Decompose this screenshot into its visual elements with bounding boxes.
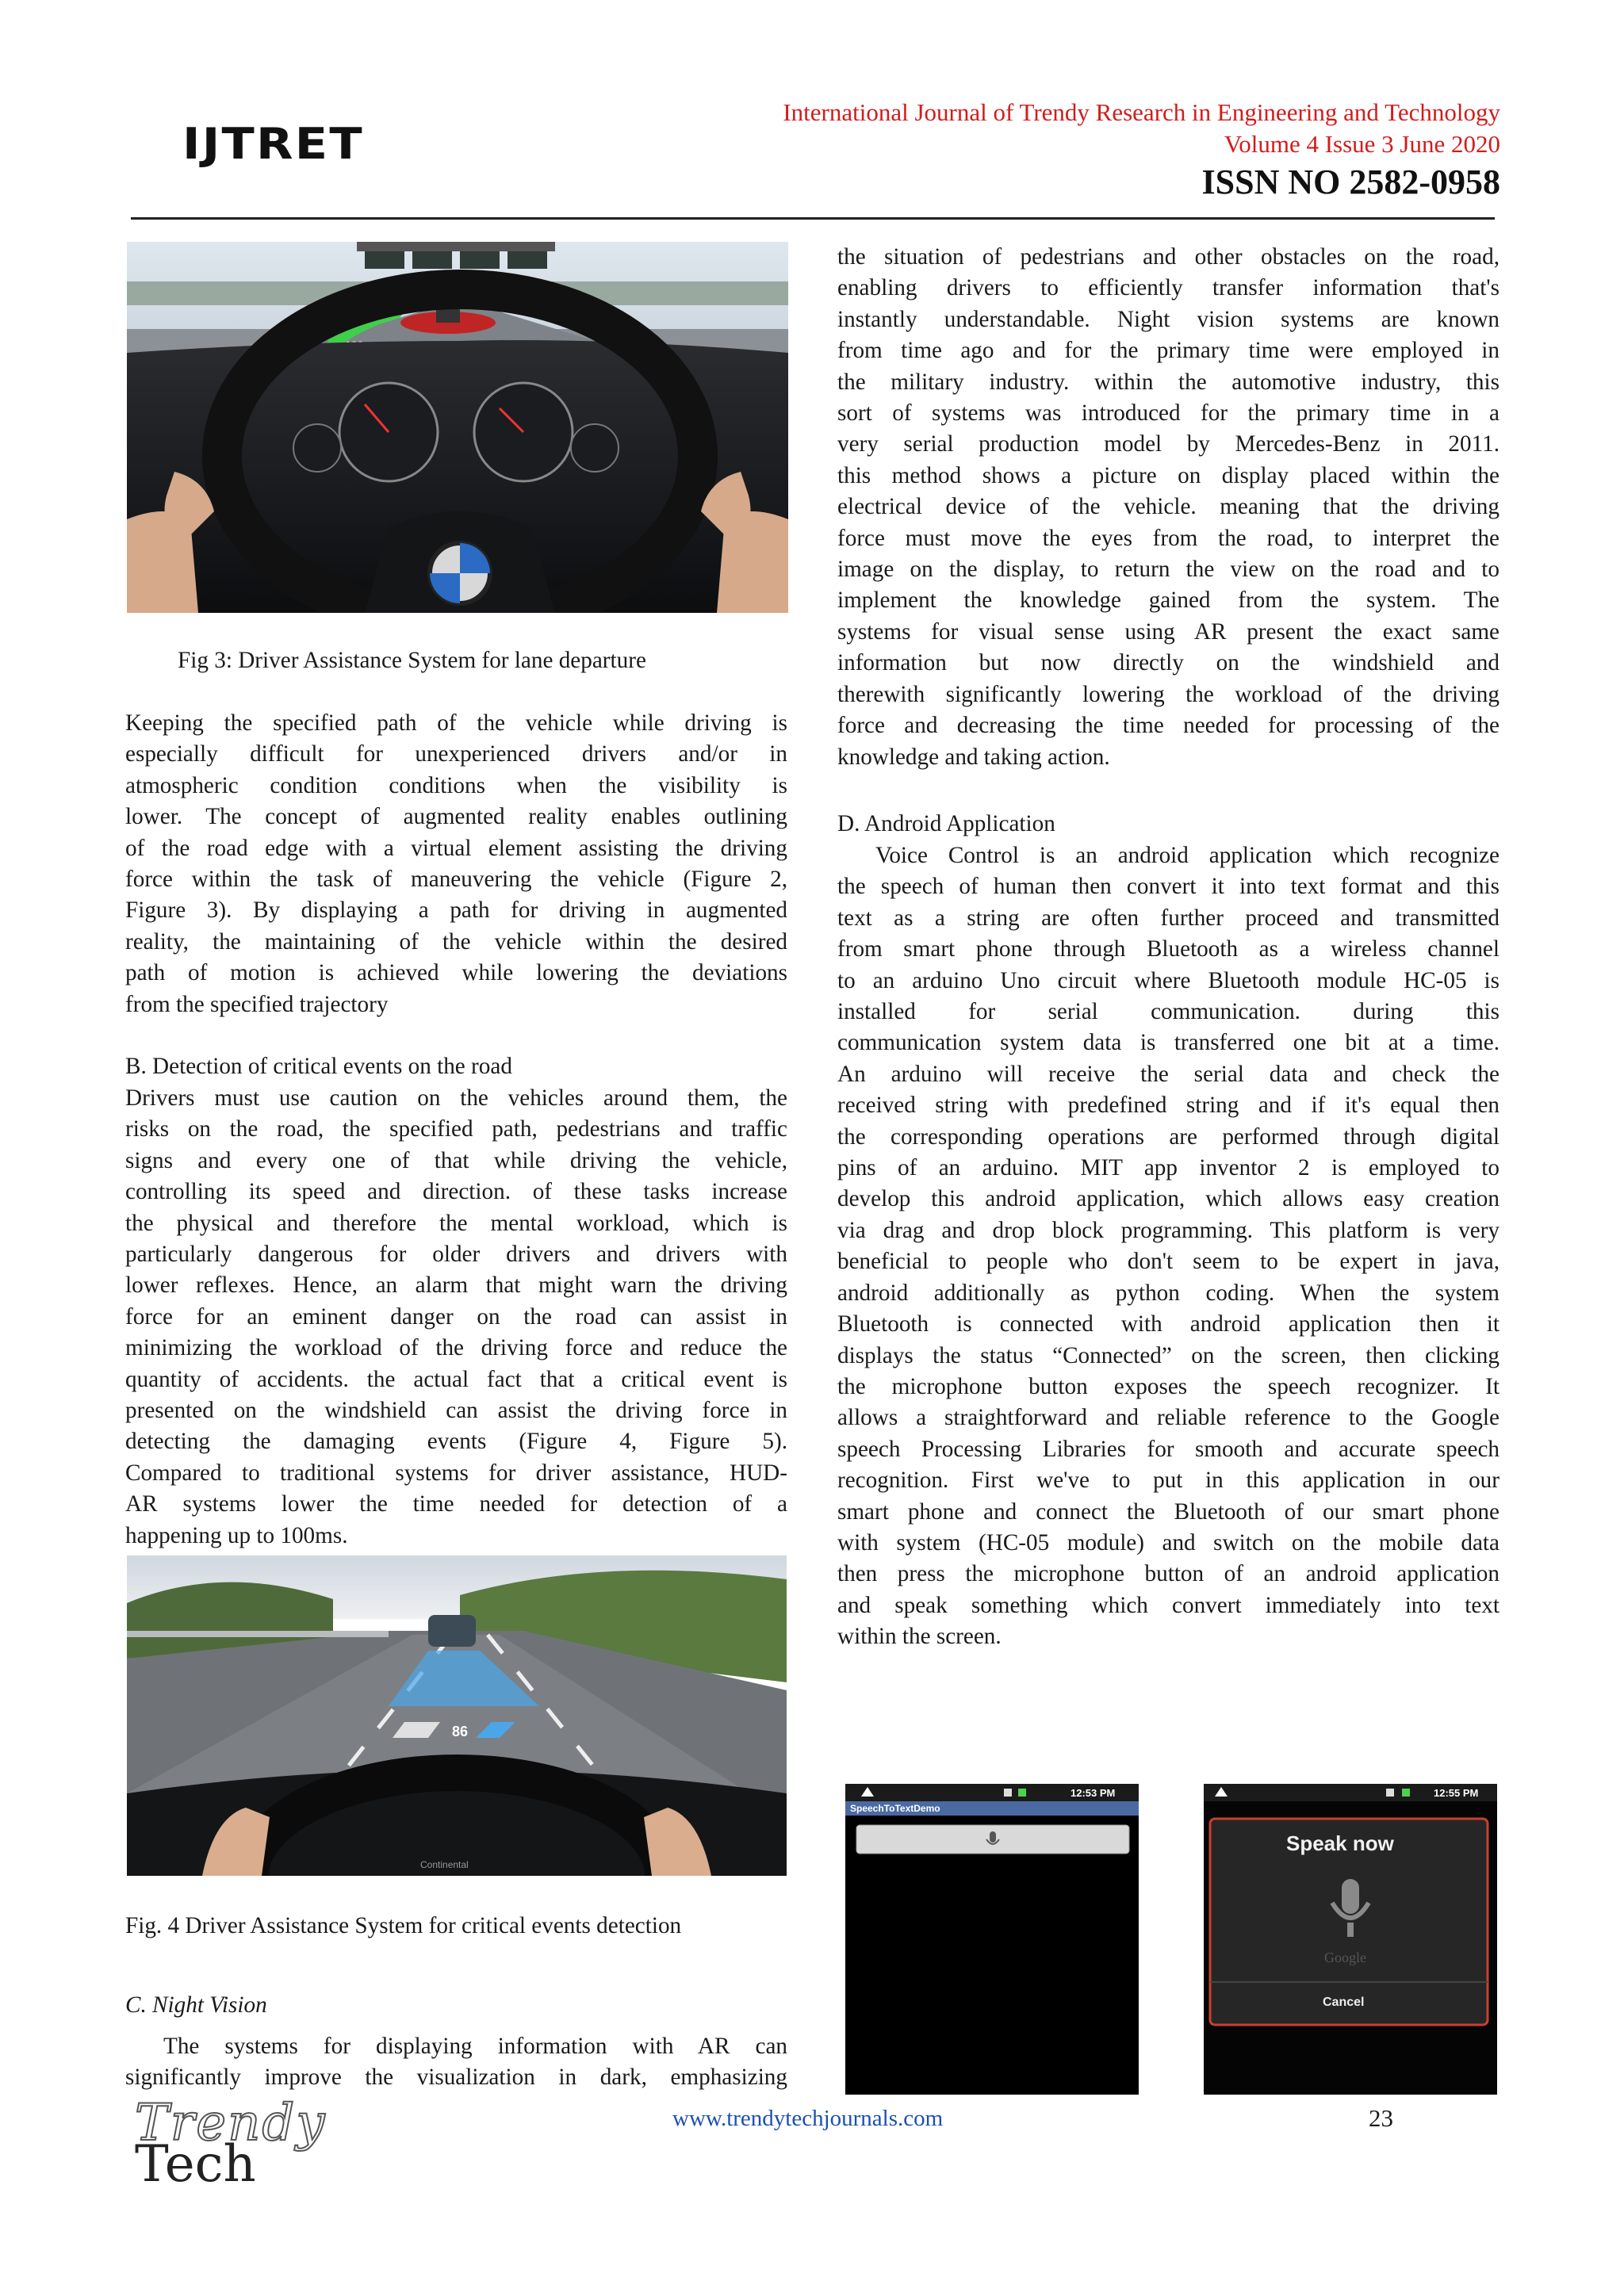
- text-line: especially difficult for unexperienced drivers and/or in: [125, 741, 787, 767]
- text-line: quantity of accidents. the actual fact that a critical event is: [125, 1366, 787, 1392]
- page-number: 23: [1369, 2104, 1393, 2132]
- battery-icon: [1018, 1789, 1026, 1797]
- journal-name: International Journal of Trendy Research in Engineering and Technology: [783, 98, 1500, 126]
- text-line: implement the knowledge gained from the system. The: [837, 587, 1500, 614]
- text-line: force within the task of maneuvering the vehicle (Figure 2,: [125, 867, 787, 893]
- text-line: smart phone and connect the Bluetooth of our smart phone: [837, 1498, 1500, 1525]
- text-line: Keeping the specified path of the vehicle while driving is: [125, 710, 787, 736]
- status-icon: [1004, 1789, 1012, 1797]
- text-line: electrical device of the vehicle. meaning that the driving: [837, 494, 1500, 520]
- text-line: presented on the windshield can assist the driving force in: [125, 1398, 787, 1424]
- text-line: with system (HC-05 module) and switch on the mobile data: [837, 1529, 1500, 1556]
- text-line: the military industry. within the automotive industry, this: [837, 369, 1500, 395]
- right-paragraph-2: [837, 840, 1500, 1653]
- text-line: risks on the road, the specified path, pedestrians and traffic: [125, 1116, 787, 1142]
- text-line: the corresponding operations are performed through digital: [837, 1123, 1500, 1150]
- text-line: and speak something which convert immediately into text: [837, 1592, 1500, 1618]
- text-line: the speech of human then convert it into text format and this: [837, 874, 1500, 900]
- text-line: force and decreasing the time needed for processing of the: [837, 713, 1500, 739]
- text-line: image on the display, to return the view on the road and to: [837, 557, 1500, 583]
- phone-screenshot-speak-now: [1204, 1784, 1497, 2095]
- phone2-time: 12:55 PM: [1434, 1787, 1479, 1799]
- text-line: significantly improve the visualization in dark, emphasizing: [125, 2064, 787, 2091]
- phone1-time: 12:53 PM: [1071, 1787, 1116, 1799]
- text-line: develop this android application, which allows easy creation: [837, 1186, 1500, 1212]
- text-line: then press the microphone button of an android application: [837, 1561, 1500, 1587]
- text-line: the microphone button exposes the speech recognizer. It: [837, 1373, 1500, 1399]
- issn: ISSN NO 2582-0958: [1201, 163, 1500, 201]
- cancel-button: Cancel: [1323, 1996, 1365, 2009]
- fig4-hud-text: 86: [452, 1724, 469, 1739]
- text-line: android additionally as python coding. When the system: [837, 1280, 1500, 1306]
- section-heading-d: D. Android Application: [837, 811, 1055, 836]
- text-line: Compared to traditional systems for driver assistance, HUD-: [125, 1460, 787, 1486]
- left-paragraph-2: [125, 1083, 787, 1552]
- text-line: happening up to 100ms.: [125, 1522, 348, 1548]
- text-line: text as a string are often further proceed and transmitted: [837, 905, 1500, 931]
- footer-logo: [135, 2094, 327, 2194]
- text-line: instantly understandable. Night vision systems are known: [837, 306, 1500, 332]
- section-heading-b: B. Detection of critical events on the road: [125, 1054, 512, 1079]
- text-line: within the screen.: [837, 1624, 1002, 1650]
- footer-logo-line1: Trendy: [135, 2094, 327, 2152]
- speak-now-title: Speak now: [1286, 1831, 1394, 1855]
- microphone-icon: [1342, 1879, 1359, 1914]
- text-line: force must move the eyes from the road, to interpret the: [837, 525, 1500, 551]
- text-line: AR systems lower the time needed for detection of a: [125, 1491, 787, 1517]
- figure-4-caption: Fig. 4 Driver Assistance System for critical events detection: [125, 1913, 682, 1938]
- text-line: of the road edge with a virtual element assisting the driving: [125, 835, 787, 861]
- text-line: Drivers must use caution on the vehicles around them, the: [125, 1085, 787, 1111]
- text-line: path of motion is achieved while lowering the deviations: [125, 960, 787, 986]
- text-line: controlling its speed and direction. of these tasks increase: [125, 1179, 787, 1205]
- text-line: Voice Control is an android application which recognize: [875, 843, 1500, 868]
- battery-icon: [1402, 1789, 1410, 1797]
- text-line: from smart phone through Bluetooth as a wireless channel: [837, 936, 1500, 962]
- text-line: this method shows a picture on display placed within the: [837, 462, 1500, 488]
- text-line: installed for serial communication. during this: [837, 999, 1500, 1025]
- microphone-icon: [990, 1831, 996, 1843]
- text-line: An arduino will receive the serial data and check the: [837, 1061, 1500, 1087]
- text-line: The systems for displaying information with AR can: [163, 2034, 787, 2059]
- text-line: minimizing the workload of the driving force and reduce the: [125, 1335, 787, 1361]
- header-rule: [131, 217, 1495, 220]
- status-icon: [1386, 1789, 1394, 1797]
- text-line: recognition. First we've to put in this application in our: [837, 1468, 1500, 1494]
- figure-3-caption: Fig 3: Driver Assistance System for lane departure: [178, 648, 646, 673]
- section-heading-c: C. Night Vision: [125, 1992, 267, 2018]
- left-paragraph-3: [125, 2031, 787, 2094]
- text-line: the situation of pedestrians and other obstacles on the road,: [837, 244, 1500, 270]
- text-line: particularly dangerous for older drivers and drivers with: [125, 1242, 787, 1268]
- text-line: lower. The concept of augmented reality enables outlining: [125, 804, 787, 830]
- text-line: via drag and drop block programming. This platform is very: [837, 1217, 1500, 1243]
- google-brand: Google: [1324, 1950, 1366, 1965]
- text-line: to an arduino Uno circuit where Bluetooth module HC-05 is: [837, 967, 1500, 993]
- text-line: systems for visual sense using AR present the exact same: [837, 618, 1500, 645]
- text-line: communication system data is transferred one bit at a time.: [837, 1030, 1500, 1056]
- phone1-app-title: SpeechToTextDemo: [850, 1803, 940, 1814]
- text-line: detecting the damaging events (Figure 4, Figure 5).: [125, 1429, 787, 1455]
- text-line: received string with predefined string and if it's equal then: [837, 1093, 1500, 1119]
- left-paragraph-1: [125, 708, 787, 1020]
- text-line: force for an eminent danger on the road can assist in: [125, 1303, 787, 1330]
- volume-issue: Volume 4 Issue 3 June 2020: [1224, 130, 1500, 158]
- footer-logo-line2: Tech: [135, 2135, 256, 2194]
- figure-4-image: [127, 1556, 787, 1876]
- phone-screenshot-speech-to-text: [845, 1784, 1139, 2095]
- footer-url[interactable]: www.trendytechjournals.com: [672, 2106, 944, 2131]
- text-line: from the specified trajectory: [125, 991, 389, 1017]
- text-line: allows a straightforward and reliable reference to the Google: [837, 1405, 1500, 1431]
- text-line: very serial production model by Mercedes-Benz in 2011.: [837, 431, 1500, 457]
- text-line: atmospheric condition conditions when the visibility is: [125, 772, 787, 798]
- text-line: lower reflexes. Hence, an alarm that might warn the driving: [125, 1272, 787, 1299]
- text-line: from time ago and for the primary time were employed in: [837, 338, 1500, 364]
- text-line: the physical and therefore the mental workload, which is: [125, 1210, 787, 1236]
- text-line: therewith significantly lowering the workload of the driving: [837, 681, 1500, 707]
- right-paragraph-1: [837, 242, 1500, 773]
- text-line: enabling drivers to efficiently transfer information that's: [837, 275, 1500, 301]
- text-line: sort of systems was introduced for the primary time in a: [837, 400, 1500, 427]
- text-line: knowledge and taking action.: [837, 744, 1110, 770]
- text-line: pins of an arduino. MIT app inventor 2 is employed to: [837, 1155, 1500, 1181]
- text-line: speech Processing Libraries for smooth and accurate speech: [837, 1436, 1500, 1462]
- text-line: signs and every one of that while driving the vehicle,: [125, 1147, 787, 1173]
- text-line: beneficial to people who don't seem to be expert in java,: [837, 1249, 1500, 1275]
- text-line: Bluetooth is connected with android application then it: [837, 1311, 1500, 1337]
- journal-logo: IJTRET: [182, 119, 364, 169]
- fig4-dash-text: Continental: [420, 1859, 469, 1870]
- text-line: Figure 3). By displaying a path for driving in augmented: [125, 897, 787, 924]
- text-line: displays the status “Connected” on the screen, then clicking: [837, 1342, 1500, 1368]
- text-line: information but now directly on the windshield and: [837, 650, 1500, 676]
- figure-3-image: [127, 242, 788, 613]
- text-line: reality, the maintaining of the vehicle within the desired: [125, 928, 787, 955]
